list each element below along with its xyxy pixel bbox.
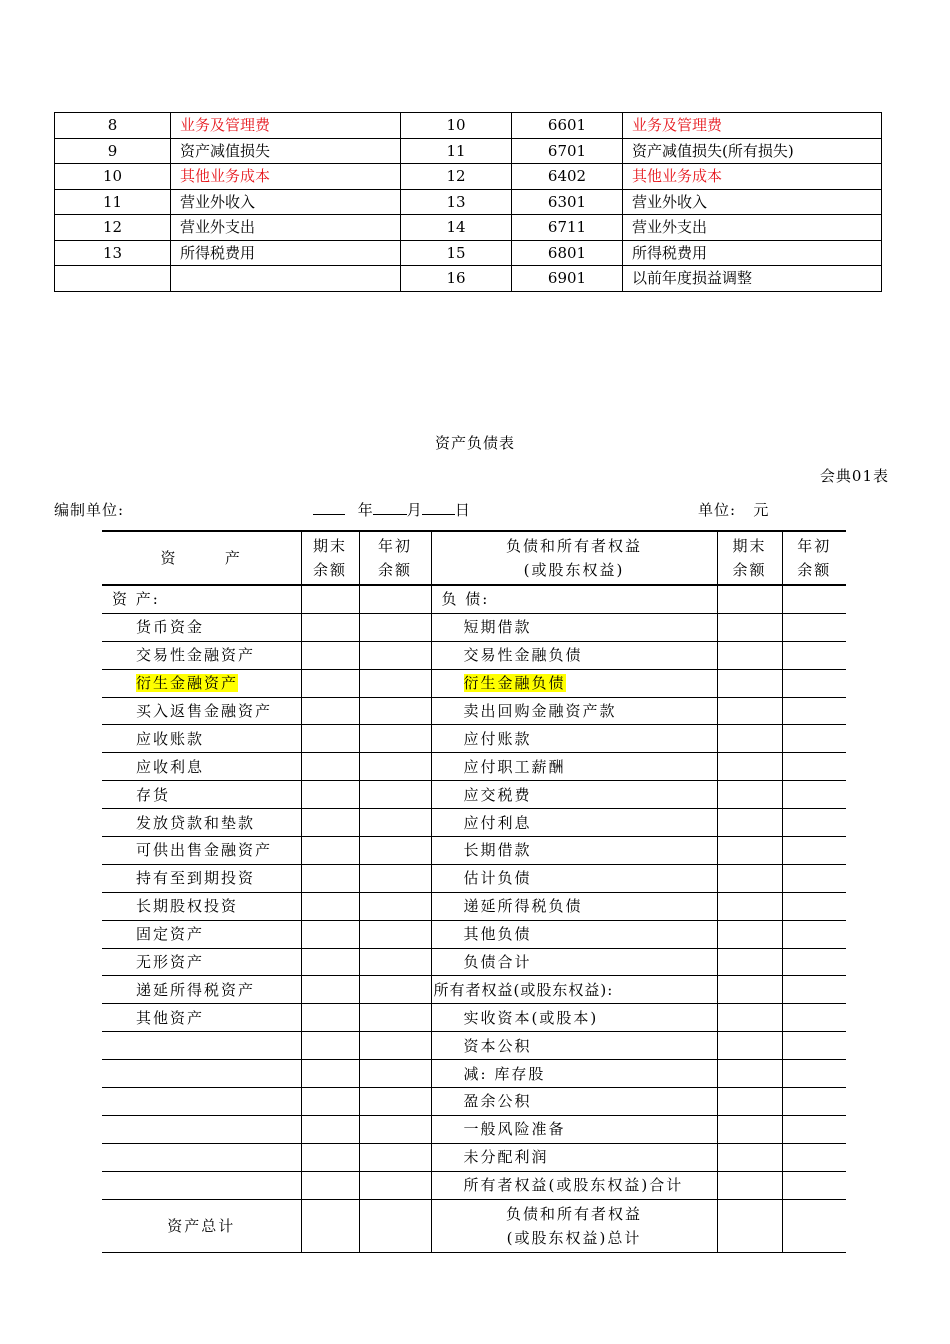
asset-begin-balance	[359, 976, 431, 1004]
balance-sheet-row	[102, 920, 846, 948]
asset-begin-balance	[359, 920, 431, 948]
month-blank	[373, 500, 407, 515]
old-name-cell	[171, 266, 401, 292]
asset-item	[102, 920, 301, 948]
asset-begin-balance	[359, 697, 431, 725]
balance-sheet-row	[102, 669, 846, 697]
balance-sheet-row	[102, 641, 846, 669]
liability-begin-balance	[782, 809, 846, 837]
asset-item	[102, 892, 301, 920]
liability-end-balance	[717, 948, 782, 976]
asset-label: 递延所得税资产	[136, 980, 256, 999]
asset-item	[102, 1004, 301, 1032]
asset-begin-balance	[359, 1171, 431, 1199]
new-name-cell: 以前年度损益调整	[623, 266, 882, 292]
asset-item	[102, 1088, 301, 1116]
asset-item	[102, 725, 301, 753]
year-label: 年	[357, 501, 373, 519]
liability-end-balance	[717, 753, 782, 781]
asset-label: 长期股权投资	[136, 897, 239, 916]
liability-label: 资本公积	[463, 1036, 532, 1055]
asset-end-balance	[301, 781, 359, 809]
new-name-cell: 营业外收入	[623, 189, 882, 215]
asset-label: 其他资产	[136, 1008, 205, 1027]
asset-begin-balance	[359, 1004, 431, 1032]
liability-end-balance	[717, 892, 782, 920]
liability-label: 短期借款	[463, 618, 532, 637]
liability-end-balance	[717, 585, 782, 613]
asset-end-balance	[301, 669, 359, 697]
liability-label: 所有者权益(或股东权益):	[433, 980, 614, 999]
assets-total-label: 资产总计	[102, 1199, 301, 1252]
liability-begin-balance	[782, 1171, 846, 1199]
account-code-cell: 6701	[512, 138, 623, 164]
new-seq-cell: 16	[401, 266, 512, 292]
liability-item	[431, 1004, 717, 1032]
old-seq-cell: 10	[55, 164, 171, 190]
asset-label: 买入返售金融资产	[136, 702, 273, 720]
asset-item	[102, 613, 301, 641]
account-row	[55, 189, 882, 215]
balance-sheet-row	[102, 1032, 846, 1060]
asset-begin-balance	[359, 1143, 431, 1171]
asset-end-balance	[301, 1032, 359, 1060]
asset-item	[102, 809, 301, 837]
account-code-cell: 6711	[512, 215, 623, 241]
asset-begin-balance	[359, 669, 431, 697]
asset-label: 衍生金融资产	[136, 674, 239, 693]
asset-begin-balance	[359, 753, 431, 781]
liability-item	[431, 809, 717, 837]
asset-end-balance	[301, 976, 359, 1004]
new-name-cell: 其他业务成本	[623, 164, 882, 190]
account-code-cell: 6801	[512, 240, 623, 266]
asset-end-balance	[301, 1143, 359, 1171]
new-name-cell: 营业外支出	[623, 215, 882, 241]
asset-item	[102, 1032, 301, 1060]
liability-end-balance	[717, 1171, 782, 1199]
new-seq-cell: 10	[401, 113, 512, 139]
liability-label: 实收资本(或股本)	[463, 1008, 599, 1027]
liability-begin-balance	[782, 1143, 846, 1171]
assets-header: 资 产	[102, 531, 301, 585]
balance-sheet-row	[102, 725, 846, 753]
old-name-cell: 业务及管理费	[171, 113, 401, 139]
liability-item	[431, 920, 717, 948]
asset-item	[102, 1143, 301, 1171]
liability-end-balance	[717, 1060, 782, 1088]
liability-end-balance	[717, 1143, 782, 1171]
liability-label: 其他负债	[463, 925, 532, 944]
asset-item	[102, 837, 301, 865]
account-code-cell: 6301	[512, 189, 623, 215]
end-balance-header: 期末 余额	[301, 531, 359, 585]
liability-label: 所有者权益(或股东权益)合计	[463, 1176, 684, 1195]
account-row	[55, 215, 882, 241]
new-seq-cell: 11	[401, 138, 512, 164]
asset-label: 可供出售金融资产	[136, 841, 273, 860]
asset-item	[102, 781, 301, 809]
liability-label: 盈余公积	[463, 1092, 532, 1111]
asset-item	[102, 1060, 301, 1088]
asset-end-balance	[301, 1088, 359, 1116]
asset-begin-balance	[359, 585, 431, 613]
liability-begin-balance	[782, 948, 846, 976]
asset-end-balance	[301, 585, 359, 613]
liability-end-balance	[717, 613, 782, 641]
liability-begin-balance	[782, 1032, 846, 1060]
account-code-cell: 6901	[512, 266, 623, 292]
asset-begin-balance	[359, 641, 431, 669]
liability-begin-balance	[782, 613, 846, 641]
asset-end-balance	[301, 725, 359, 753]
liability-label: 未分配利润	[463, 1148, 549, 1167]
liability-item	[431, 585, 717, 613]
total-row	[102, 1199, 846, 1252]
liability-item	[431, 1115, 717, 1143]
liability-label: 一般风险准备	[463, 1120, 566, 1139]
year-blank	[313, 500, 345, 515]
asset-label: 交易性金融资产	[136, 646, 256, 665]
begin-balance-header-2: 年初 余额	[782, 531, 846, 585]
liability-end-balance	[717, 781, 782, 809]
balance-sheet-row	[102, 864, 846, 892]
asset-begin-balance	[359, 1060, 431, 1088]
asset-begin-balance	[359, 892, 431, 920]
liability-item	[431, 864, 717, 892]
asset-end-balance	[301, 1060, 359, 1088]
new-seq-cell: 12	[401, 164, 512, 190]
balance-sheet-row	[102, 976, 846, 1004]
liability-item	[431, 725, 717, 753]
asset-item	[102, 669, 301, 697]
liability-begin-balance	[782, 641, 846, 669]
asset-end-balance	[301, 753, 359, 781]
liability-item	[431, 948, 717, 976]
liability-item	[431, 1060, 717, 1088]
liability-item	[431, 1143, 717, 1171]
liability-item	[431, 781, 717, 809]
liabilities-header: 负债和所有者权益 (或股东权益)	[431, 531, 717, 585]
asset-begin-balance	[359, 613, 431, 641]
asset-end-balance	[301, 948, 359, 976]
asset-item	[102, 976, 301, 1004]
liability-end-balance	[717, 725, 782, 753]
asset-item	[102, 753, 301, 781]
liability-label: 衍生金融负债	[463, 674, 566, 693]
account-code-cell: 6402	[512, 164, 623, 190]
liability-end-balance	[717, 809, 782, 837]
total-balance-cell	[359, 1199, 431, 1252]
liabilities-total-line-2: (或股东权益)总计	[506, 1228, 642, 1247]
liability-begin-balance	[782, 585, 846, 613]
total-balance-cell	[301, 1199, 359, 1252]
liability-label: 卖出回购金融资产款	[463, 702, 617, 720]
balance-sheet-row	[102, 1060, 846, 1088]
asset-begin-balance	[359, 809, 431, 837]
begin-balance-header: 年初 余额	[359, 531, 431, 585]
liability-label: 长期借款	[463, 841, 532, 860]
liability-begin-balance	[782, 1088, 846, 1116]
asset-end-balance	[301, 920, 359, 948]
balance-sheet-row	[102, 781, 846, 809]
header-row	[102, 531, 846, 585]
old-seq-cell	[55, 266, 171, 292]
date-line	[313, 499, 470, 520]
currency-unit: 单位: 元	[698, 501, 770, 519]
asset-end-balance	[301, 1004, 359, 1032]
liability-end-balance	[717, 1088, 782, 1116]
month-label: 月	[406, 501, 422, 519]
balance-sheet-row	[102, 613, 846, 641]
new-seq-cell: 13	[401, 189, 512, 215]
asset-item	[102, 585, 301, 613]
balance-sheet-row	[102, 837, 846, 865]
asset-end-balance	[301, 837, 359, 865]
liability-label: 减: 库存股	[463, 1064, 546, 1083]
asset-item	[102, 1115, 301, 1143]
new-seq-cell: 14	[401, 215, 512, 241]
form-code: 会典01表	[819, 467, 889, 485]
asset-label: 应收账款	[136, 729, 205, 748]
liability-item	[431, 641, 717, 669]
day-blank	[422, 500, 455, 515]
account-mapping-table	[54, 112, 882, 292]
asset-label: 无形资产	[136, 953, 205, 972]
liabilities-total-label	[431, 1199, 717, 1252]
liability-label: 交易性金融负债	[463, 646, 583, 665]
balance-sheet-table	[102, 530, 846, 1253]
balance-sheet-row	[102, 697, 846, 725]
balance-sheet-row	[102, 809, 846, 837]
liability-item	[431, 837, 717, 865]
liability-label: 应付利息	[463, 813, 532, 832]
liability-label: 递延所得税负债	[463, 897, 583, 916]
asset-begin-balance	[359, 725, 431, 753]
liability-end-balance	[717, 976, 782, 1004]
total-balance-cell	[717, 1199, 782, 1252]
asset-begin-balance	[359, 1088, 431, 1116]
old-seq-cell: 12	[55, 215, 171, 241]
day-label: 日	[454, 501, 470, 519]
new-name-cell: 资产减值损失(所有损失)	[623, 138, 882, 164]
asset-end-balance	[301, 613, 359, 641]
balance-sheet-row	[102, 1115, 846, 1143]
liability-begin-balance	[782, 1060, 846, 1088]
liability-item	[431, 1088, 717, 1116]
old-seq-cell: 9	[55, 138, 171, 164]
liability-end-balance	[717, 864, 782, 892]
balance-sheet-row	[102, 1088, 846, 1116]
account-row	[55, 266, 882, 292]
asset-label: 货币资金	[136, 618, 205, 637]
asset-label: 存货	[136, 785, 171, 804]
liability-item	[431, 976, 717, 1004]
liability-begin-balance	[782, 697, 846, 725]
new-name-cell: 业务及管理费	[623, 113, 882, 139]
liability-label: 应交税费	[463, 785, 532, 804]
liability-end-balance	[717, 669, 782, 697]
asset-begin-balance	[359, 781, 431, 809]
total-balance-cell	[782, 1199, 846, 1252]
unit-label: 编制单位:	[54, 501, 125, 519]
liability-begin-balance	[782, 1115, 846, 1143]
asset-end-balance	[301, 892, 359, 920]
liability-item	[431, 753, 717, 781]
asset-end-balance	[301, 809, 359, 837]
liability-begin-balance	[782, 1004, 846, 1032]
liability-begin-balance	[782, 753, 846, 781]
account-row	[55, 240, 882, 266]
old-name-cell: 其他业务成本	[171, 164, 401, 190]
new-name-cell: 所得税费用	[623, 240, 882, 266]
old-name-cell: 营业外收入	[171, 189, 401, 215]
asset-item	[102, 697, 301, 725]
liability-end-balance	[717, 920, 782, 948]
liability-end-balance	[717, 1004, 782, 1032]
liability-begin-balance	[782, 864, 846, 892]
asset-begin-balance	[359, 1115, 431, 1143]
account-row	[55, 113, 882, 139]
liability-end-balance	[717, 697, 782, 725]
balance-sheet-row	[102, 948, 846, 976]
old-name-cell: 营业外支出	[171, 215, 401, 241]
asset-end-balance	[301, 1171, 359, 1199]
balance-sheet-row	[102, 1171, 846, 1199]
balance-sheet-row	[102, 585, 846, 613]
asset-begin-balance	[359, 837, 431, 865]
asset-begin-balance	[359, 864, 431, 892]
asset-end-balance	[301, 697, 359, 725]
asset-begin-balance	[359, 948, 431, 976]
liability-item	[431, 669, 717, 697]
liability-item	[431, 1171, 717, 1199]
asset-end-balance	[301, 641, 359, 669]
liability-begin-balance	[782, 892, 846, 920]
liability-item	[431, 1032, 717, 1060]
liability-item	[431, 892, 717, 920]
liability-begin-balance	[782, 837, 846, 865]
liability-item	[431, 613, 717, 641]
old-seq-cell: 8	[55, 113, 171, 139]
liability-label: 应付账款	[463, 729, 532, 748]
old-seq-cell: 11	[55, 189, 171, 215]
account-row	[55, 164, 882, 190]
asset-item	[102, 864, 301, 892]
asset-end-balance	[301, 1115, 359, 1143]
liability-begin-balance	[782, 669, 846, 697]
page-title: 资产负债表	[434, 434, 515, 452]
balance-sheet-row	[102, 892, 846, 920]
asset-item	[102, 1171, 301, 1199]
liability-end-balance	[717, 1032, 782, 1060]
asset-item	[102, 948, 301, 976]
old-seq-cell: 13	[55, 240, 171, 266]
liability-begin-balance	[782, 725, 846, 753]
asset-label: 固定资产	[136, 925, 205, 944]
liability-label: 负 债:	[441, 590, 490, 609]
liability-item	[431, 697, 717, 725]
balance-sheet-row	[102, 1143, 846, 1171]
asset-label: 应收利息	[136, 757, 205, 776]
old-name-cell: 所得税费用	[171, 240, 401, 266]
liability-label: 负债合计	[463, 953, 532, 972]
liability-end-balance	[717, 1115, 782, 1143]
liability-begin-balance	[782, 781, 846, 809]
liability-label: 估计负债	[463, 869, 532, 888]
asset-label: 发放贷款和垫款	[136, 813, 256, 832]
liabilities-total-line-1: 负债和所有者权益	[505, 1204, 642, 1223]
asset-end-balance	[301, 864, 359, 892]
end-balance-header-2: 期末 余额	[717, 531, 782, 585]
balance-sheet-row	[102, 1004, 846, 1032]
asset-item	[102, 641, 301, 669]
asset-label: 持有至到期投资	[136, 869, 256, 888]
liability-begin-balance	[782, 976, 846, 1004]
old-name-cell: 资产减值损失	[171, 138, 401, 164]
liability-begin-balance	[782, 920, 846, 948]
asset-begin-balance	[359, 1032, 431, 1060]
balance-sheet-row	[102, 753, 846, 781]
new-seq-cell: 15	[401, 240, 512, 266]
liability-end-balance	[717, 837, 782, 865]
asset-label: 资 产:	[112, 590, 160, 609]
account-row	[55, 138, 882, 164]
account-code-cell: 6601	[512, 113, 623, 139]
liability-end-balance	[717, 641, 782, 669]
liability-label: 应付职工薪酬	[463, 757, 566, 776]
